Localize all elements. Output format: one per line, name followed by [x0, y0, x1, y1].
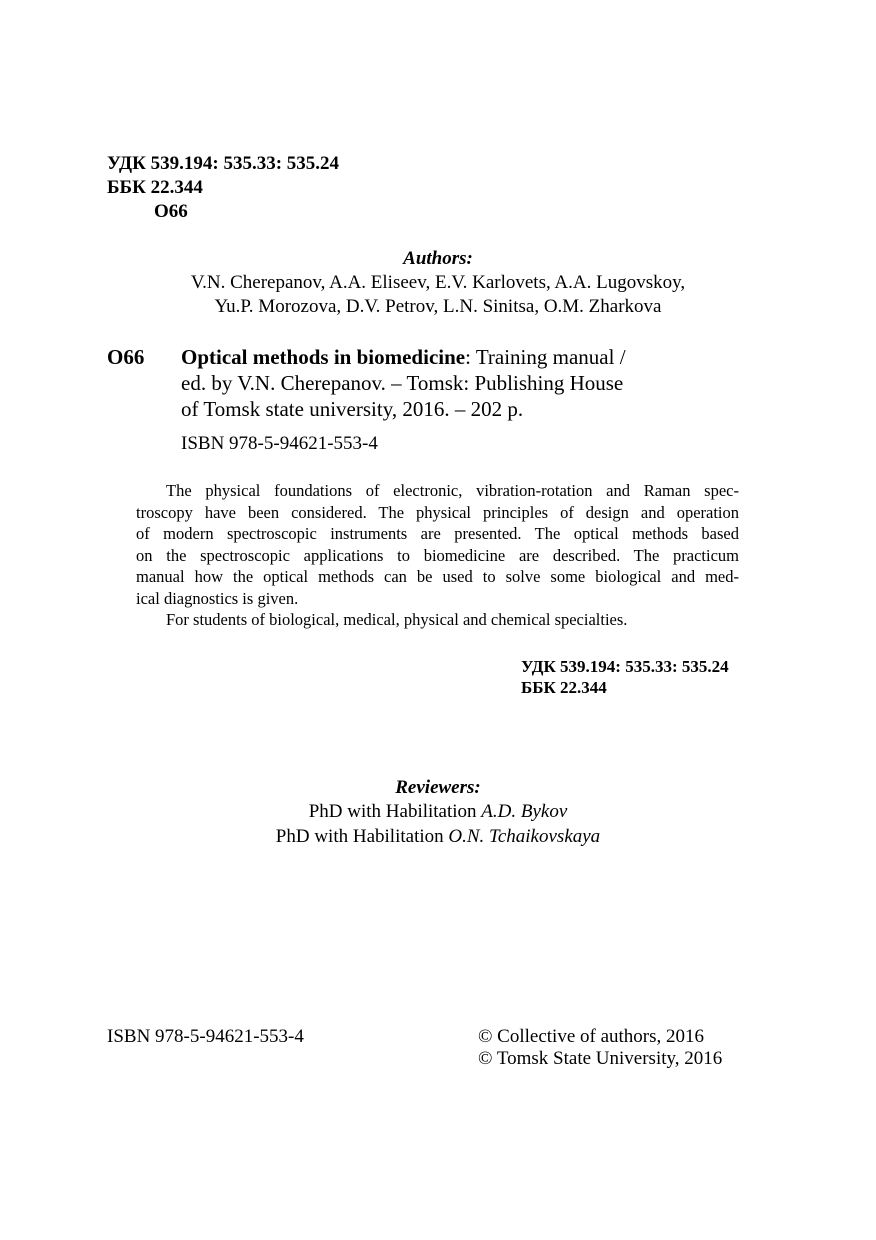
abstract-line: manual how the optical methods can be used to solve some biological and med- — [136, 567, 739, 586]
reviewer-title: PhD with Habilitation — [308, 801, 477, 822]
catalog-entry-line-3: of Tomsk state university, 2016. – 202 p. — [181, 397, 524, 421]
copyright-university: © Tomsk State University, 2016 — [478, 1048, 723, 1069]
footer-isbn: ISBN 978-5-94621-553-4 — [107, 1026, 304, 1047]
author-mark: O66 — [154, 201, 188, 222]
catalog-entry-line-2: ed. by V.N. Cherepanov. – Tomsk: Publishing House — [181, 371, 624, 395]
abstract-line: of modern spectroscopic instruments are presented. The optical methods based — [136, 524, 739, 543]
reviewer-1 — [0, 801, 876, 823]
reviewer-title: PhD with Habilitation — [275, 826, 444, 847]
authors-line-2: Yu.P. Morozova, D.V. Petrov, L.N. Sinitsa, O.M. Zharkova — [214, 296, 662, 317]
udc-code-bottom: УДК 539.194: 535.33: 535.24 — [521, 657, 729, 676]
bbk-code: ББК 22.344 — [107, 177, 203, 198]
target-audience: For students of biological, medical, physical and chemical specialties. — [166, 610, 628, 629]
catalog-entry-line-1 — [181, 345, 626, 370]
book-title: Optical methods in biomedicine — [181, 345, 466, 369]
udc-classification-block — [107, 152, 339, 224]
copyright-authors: © Collective of authors, 2016 — [478, 1026, 705, 1047]
abstract-line: on the spectroscopic applications to biomedicine are described. The practicum — [136, 545, 739, 565]
abstract-line: troscopy have been considered. The physical principles of design and operation — [136, 502, 739, 522]
reviewer-name: O.N. Tchaikovskaya — [448, 826, 601, 847]
catalog-code: O66 — [107, 345, 145, 369]
bbk-code-bottom: ББК 22.344 — [521, 678, 607, 697]
reviewer-2 — [0, 826, 876, 848]
book-subtitle: : Training manual / — [465, 345, 626, 369]
udc-classification-bottom — [521, 656, 729, 698]
abstract-line: The physical foundations of electronic, vibration-rotation and Raman spec- — [166, 481, 739, 500]
reviewers-heading: Reviewers: — [395, 777, 481, 798]
catalog-isbn: ISBN 978-5-94621-553-4 — [181, 433, 378, 454]
authors-heading: Authors: — [403, 248, 473, 269]
reviewer-name: A.D. Bykov — [481, 801, 568, 822]
abstract — [136, 480, 739, 631]
udc-code: УДК 539.194: 535.33: 535.24 — [107, 153, 340, 174]
abstract-line: ical diagnostics is given. — [136, 588, 299, 608]
authors-line-1: V.N. Cherepanov, A.A. Eliseev, E.V. Karlovets, A.A. Lugovskoy, — [190, 272, 686, 293]
